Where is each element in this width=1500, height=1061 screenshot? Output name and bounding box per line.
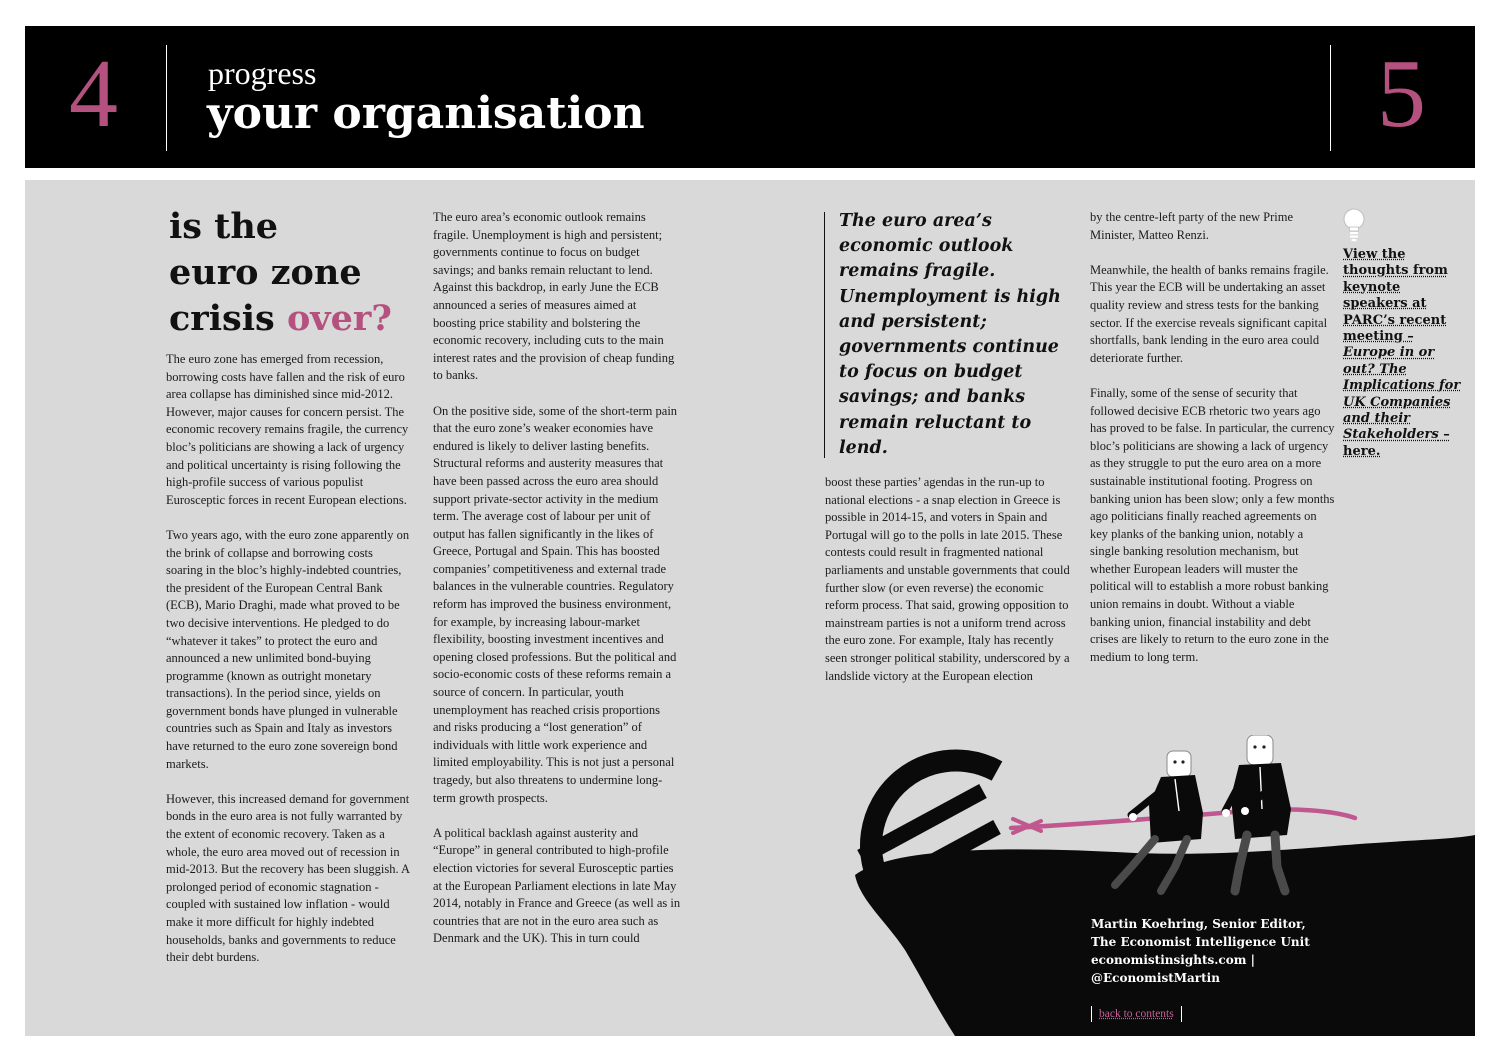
author-website[interactable]: economistinsights.com |: [1091, 953, 1255, 967]
author-credit: [1091, 915, 1351, 987]
paragraph: On the positive side, some of the short-term pain that the euro zone’s weaker economies have endured is likely to deliver lasting benefits. Structural reforms and austerity measures that have been passed across the euro area should support private-sector activity in the medium term. The average cost of labour per unit of output has fallen significantly in the likes of Greece, Portugal and Spain. This has boosted companies’ competitiveness and external trade balances in the vulnerable countries. Regulatory reform has improved the business environment, for example, by increasing labour-market flexibility, boosting investment incentives and opening closed professions. But the political and socio-economic costs of these reforms remain a source of concern. In particular, youth unemployment has reached crisis proportions and risks producing a “lost generation” of individuals with little work experience and limited employability. This is not just a personal tragedy, but also threatens to undermine long-term growth prospects.: [433, 403, 678, 805]
pullquote-rule: [824, 212, 825, 458]
paragraph: The euro area’s economic outlook remains fragile. Unemployment is high and persistent; governments continue to focus on budget savings; and banks remain reluctant to lend. Against this backdrop, in early June the ECB announced a series of measures aimed at boosting price stability and bolstering the economic recovery, including cuts to the main interest rates and the provision of cheap funding to banks.: [433, 210, 675, 383]
lightbulb-icon: [1341, 208, 1367, 244]
paragraph: A political backlash against austerity and “Europe” in general contributed to high-profile election victories for several Eurosceptic parties at the European Parliament elections in late May 2014, notably in France and Greece (as well as in countries that are not in the euro area such as Denmark and the UK). This in turn could: [433, 825, 681, 946]
speakers-link-here[interactable]: – here.: [1343, 427, 1450, 459]
paragraph: However, this increased demand for government bonds in the euro area is not fully warranted by the extent of economic recovery. Taken as a whole, the euro area moved out of recession in mid-2013. But the recovery has been sluggish. A prolonged period of economic stagnation - coupled with sustained low inflation - would make it more difficult for highly indebted households, banks and governments to reduce their debt burdens.: [166, 791, 410, 965]
headline-accent: over?: [286, 298, 392, 339]
section-title: your organisation: [207, 88, 645, 139]
header-divider-left: [166, 45, 167, 151]
section-subtitle: progress: [208, 55, 317, 91]
headline-crisis: crisis: [169, 298, 287, 339]
page-header: [25, 26, 1475, 168]
article-area: [25, 180, 1475, 1036]
speakers-link-title[interactable]: Europe in or out? The Implications for UK Companies and their Stakeholders: [1343, 345, 1461, 443]
article-column-3: [825, 474, 1073, 685]
article-headline: [169, 204, 392, 342]
back-to-contents-link[interactable]: [1091, 1006, 1182, 1022]
article-column-1: [166, 351, 412, 967]
tug-of-war-euro-illustration: [815, 735, 1475, 1036]
author-name: Martin Koehring, Senior Editor,: [1091, 917, 1306, 931]
paragraph: Two years ago, with the euro zone apparently on the brink of collapse and borrowing costs soaring in the bloc’s highly-indebted countries, the president of the European Central Bank (ECB), Mario Draghi, made what proved to be two decisive interventions. He pledged to do “whatever it takes” to protect the euro and announced a new unlimited bond-buying programme (known as outright monetary transactions). In the period since, yields on government bonds have plunged in vulnerable countries such as Spain and Italy as investors have returned to the euro zone sovereign bond markets.: [166, 527, 410, 771]
article-column-4: [1090, 209, 1335, 666]
page-number-left: 4: [69, 40, 118, 148]
back-to-contents-label[interactable]: back to contents: [1099, 1008, 1174, 1020]
pull-quote: The euro area’s economic outlook remains fragile. Unemployment is high and persistent; governments continue to focus on budget savings; and banks remain reluctant to lend.: [839, 211, 1061, 458]
author-twitter[interactable]: @EconomistMartin: [1091, 971, 1220, 985]
article-column-2: [433, 209, 681, 948]
paragraph: boost these parties’ agendas in the run-up to national elections - a snap election in Greece is possible in 2014-15, and voters in Spain and Portugal will go to the polls in late 2015. These contests could result in fragmented national parliaments and unstable governments that could further slow (or even reverse) the economic reform process. That said, growing opposition to mainstream parties is not a uniform trend across the euro zone. For example, Italy has recently seen stronger political stability, underscored by a landslide victory at the European election: [825, 475, 1070, 683]
paragraph: Finally, some of the sense of security that followed decisive ECB rhetoric two years ago has proved to be false. In particular, the currency bloc’s politicians are showing a lack of urgency as they struggle to put the euro area on a more sustainable institutional footing. Progress on banking union has been slow; only a few months ago politicians finally reached agreements on key planks of the banking union, notably a single banking resolution mechanism, but whether European leaders will muster the political will to establish a more robust banking union remains in doubt. Without a viable banking union, financial instability and debt crises are likely to return to the euro zone in the medium to long term.: [1090, 385, 1335, 664]
speakers-link[interactable]: [1343, 247, 1461, 460]
author-organisation: The Economist Intelligence Unit: [1091, 935, 1310, 949]
paragraph: Meanwhile, the health of banks remains fragile. This year the ECB will be undertaking an asset quality review and stress tests for the banking sector. If the exercise reveals significant capital shortfalls, bank lending in the euro area could deteriorate further.: [1090, 262, 1329, 365]
paragraph: The euro zone has emerged from recession, borrowing costs have fallen and the risk of euro area collapse has diminished since mid-2012. However, major causes for concern persist. The economic recovery remains fragile, the currency bloc’s politicians are showing a lack of urgency and political uncertainty is rising following the high-profile success of various populist Eurosceptic forces in recent European elections.: [166, 352, 409, 507]
speakers-link-text[interactable]: View the thoughts from keynote speakers at PARC’s recent meeting –: [1343, 247, 1448, 345]
headline-line-2: euro zone: [169, 252, 362, 293]
header-divider-right: [1330, 45, 1331, 151]
headline-line-3: [169, 296, 392, 342]
headline-line-1: is the: [169, 206, 279, 247]
page-number-right: 5: [1377, 40, 1426, 148]
paragraph: by the centre-left party of the new Prime Minister, Matteo Renzi.: [1090, 210, 1294, 242]
